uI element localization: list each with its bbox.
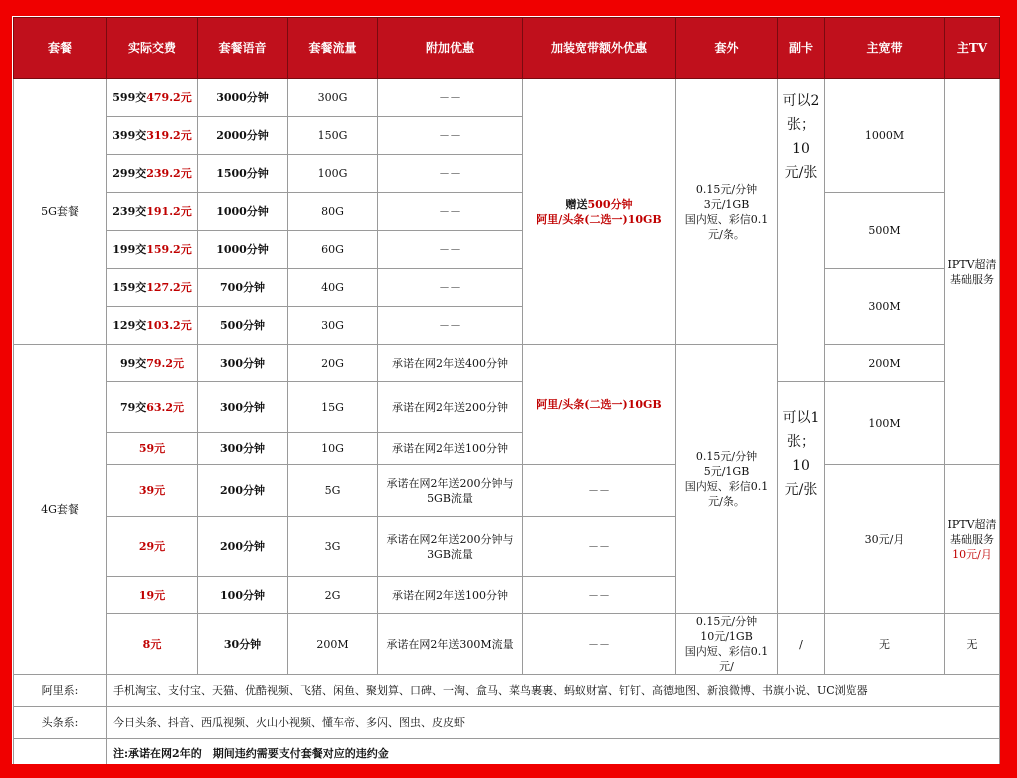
bonus-cell: －－ xyxy=(523,465,676,517)
extra-cell: －－ xyxy=(378,79,523,117)
overage-4g: 0.15元/分钟 5元/1GB 国内短、彩信0.1元/条。 xyxy=(676,345,778,614)
voice-cell: 1000分钟 xyxy=(198,231,288,269)
voice-cell: 300分钟 xyxy=(198,382,288,433)
data-cell: 40G xyxy=(288,269,378,307)
fee-cell: 59元 xyxy=(107,433,198,465)
extra-cell: －－ xyxy=(378,193,523,231)
fee-cell: 29元 xyxy=(107,517,198,577)
fee-cell: 129交103.2元 xyxy=(107,307,198,345)
fee-cell: 79交63.2元 xyxy=(107,382,198,433)
header-data: 套餐流量 xyxy=(288,18,378,79)
header-actual-fee: 实际交费 xyxy=(107,18,198,79)
fee-cell: 39元 xyxy=(107,465,198,517)
ali-label: 阿里系: xyxy=(14,675,107,707)
secondary-card-4g: 可以1 张；10 元/张 xyxy=(778,382,825,614)
header-main-broadband: 主宽带 xyxy=(825,18,945,79)
header-broadband-bonus: 加装宽带额外优惠 xyxy=(523,18,676,79)
broadband-bonus-5g: 赠送500分钟 阿里/头条(二选一)10GB xyxy=(523,79,676,345)
fee-cell: 399交319.2元 xyxy=(107,117,198,155)
header-voice: 套餐语音 xyxy=(198,18,288,79)
note-text: 注:承诺在网2年的 期间违约需要支付套餐对应的违约金 xyxy=(107,739,1000,765)
voice-cell: 500分钟 xyxy=(198,307,288,345)
data-cell: 150G xyxy=(288,117,378,155)
table-row xyxy=(14,79,1000,117)
fee-cell: 99交79.2元 xyxy=(107,345,198,382)
fee-cell: 159交127.2元 xyxy=(107,269,198,307)
extra-cell: 承诺在网2年送300M流量 xyxy=(378,614,523,675)
broadband-1000m: 1000M xyxy=(825,79,945,193)
data-cell: 300G xyxy=(288,79,378,117)
bonus-cell: －－ xyxy=(523,517,676,577)
data-cell: 30G xyxy=(288,307,378,345)
extra-cell: －－ xyxy=(378,269,523,307)
extra-cell: －－ xyxy=(378,307,523,345)
ali-apps: 手机淘宝、支付宝、天猫、优酷视频、飞猪、闲鱼、聚划算、口碑、一淘、盒马、菜鸟裹裹、蚂蚁财富、钉钉、高德地图、新浪微博、书旗小说、UC浏览器 xyxy=(107,675,1000,707)
overage-5g: 0.15元/分钟 3元/1GB 国内短、彩信0.1元/条。 xyxy=(676,79,778,345)
fee-cell: 239交191.2元 xyxy=(107,193,198,231)
table-row xyxy=(14,465,1000,517)
broadband-100m: 100M xyxy=(825,382,945,465)
secondary-card-8yuan: / xyxy=(778,614,825,675)
table-row xyxy=(14,382,1000,433)
extra-cell: 承诺在网2年送100分钟 xyxy=(378,433,523,465)
header-secondary-card: 副卡 xyxy=(778,18,825,79)
extra-cell: 承诺在网2年送100分钟 xyxy=(378,577,523,614)
data-cell: 20G xyxy=(288,345,378,382)
voice-cell: 200分钟 xyxy=(198,465,288,517)
main-tv-4g: IPTV超清基础服务 10元/月 xyxy=(945,465,1000,614)
group-name-4g: 4G套餐 xyxy=(14,345,107,675)
data-cell: 2G xyxy=(288,577,378,614)
main-tv-8yuan: 无 xyxy=(945,614,1000,675)
table-row xyxy=(14,269,1000,307)
header-package: 套餐 xyxy=(14,18,107,79)
data-cell: 3G xyxy=(288,517,378,577)
broadband-300m: 300M xyxy=(825,269,945,345)
broadband-500m: 500M xyxy=(825,193,945,269)
voice-cell: 30分钟 xyxy=(198,614,288,675)
voice-cell: 300分钟 xyxy=(198,433,288,465)
ali-row xyxy=(14,675,1000,707)
group-name-5g: 5G套餐 xyxy=(14,79,107,345)
data-cell: 15G xyxy=(288,382,378,433)
broadband-200m: 200M xyxy=(825,345,945,382)
toutiao-label: 头条系: xyxy=(14,707,107,739)
note-row xyxy=(14,739,1000,765)
voice-cell: 200分钟 xyxy=(198,517,288,577)
toutiao-row xyxy=(14,707,1000,739)
note-spacer xyxy=(14,739,107,765)
voice-cell: 2000分钟 xyxy=(198,117,288,155)
header-row xyxy=(14,18,1000,79)
voice-cell: 3000分钟 xyxy=(198,79,288,117)
package-table xyxy=(13,17,1000,764)
header-overage: 套外 xyxy=(676,18,778,79)
secondary-card-5g: 可以2 张；10 元/张 xyxy=(778,79,825,382)
extra-cell: 承诺在网2年送400分钟 xyxy=(378,345,523,382)
broadband-30yuan: 30元/月 xyxy=(825,465,945,614)
extra-cell: 承诺在网2年送200分钟与3GB流量 xyxy=(378,517,523,577)
voice-cell: 1500分钟 xyxy=(198,155,288,193)
bonus-cell: －－ xyxy=(523,577,676,614)
data-cell: 60G xyxy=(288,231,378,269)
data-cell: 80G xyxy=(288,193,378,231)
voice-cell: 100分钟 xyxy=(198,577,288,614)
table-row xyxy=(14,614,1000,675)
broadband-bonus-4g: 阿里/头条(二选一)10GB xyxy=(523,345,676,465)
extra-cell: －－ xyxy=(378,231,523,269)
table-row xyxy=(14,345,1000,382)
data-cell: 100G xyxy=(288,155,378,193)
extra-cell: 承诺在网2年送200分钟与5GB流量 xyxy=(378,465,523,517)
broadband-none: 无 xyxy=(825,614,945,675)
fee-cell: 599交479.2元 xyxy=(107,79,198,117)
fee-cell: 299交239.2元 xyxy=(107,155,198,193)
header-main-tv: 主TV xyxy=(945,18,1000,79)
toutiao-apps: 今日头条、抖音、西瓜视频、火山小视频、懂车帝、多闪、图虫、皮皮虾 xyxy=(107,707,1000,739)
fee-cell: 8元 xyxy=(107,614,198,675)
main-tv-5g: IPTV超清基础服务 xyxy=(945,79,1000,465)
extra-cell: －－ xyxy=(378,117,523,155)
extra-cell: －－ xyxy=(378,155,523,193)
fee-cell: 199交159.2元 xyxy=(107,231,198,269)
voice-cell: 700分钟 xyxy=(198,269,288,307)
voice-cell: 300分钟 xyxy=(198,345,288,382)
data-cell: 200M xyxy=(288,614,378,675)
extra-cell: 承诺在网2年送200分钟 xyxy=(378,382,523,433)
overage-8yuan: 0.15元/分钟 10元/1GB 国内短、彩信0.1元/ xyxy=(676,614,778,675)
table-row xyxy=(14,193,1000,231)
data-cell: 10G xyxy=(288,433,378,465)
pricing-sheet xyxy=(12,16,1000,764)
fee-cell: 19元 xyxy=(107,577,198,614)
voice-cell: 1000分钟 xyxy=(198,193,288,231)
header-extra: 附加优惠 xyxy=(378,18,523,79)
bonus-cell: －－ xyxy=(523,614,676,675)
data-cell: 5G xyxy=(288,465,378,517)
